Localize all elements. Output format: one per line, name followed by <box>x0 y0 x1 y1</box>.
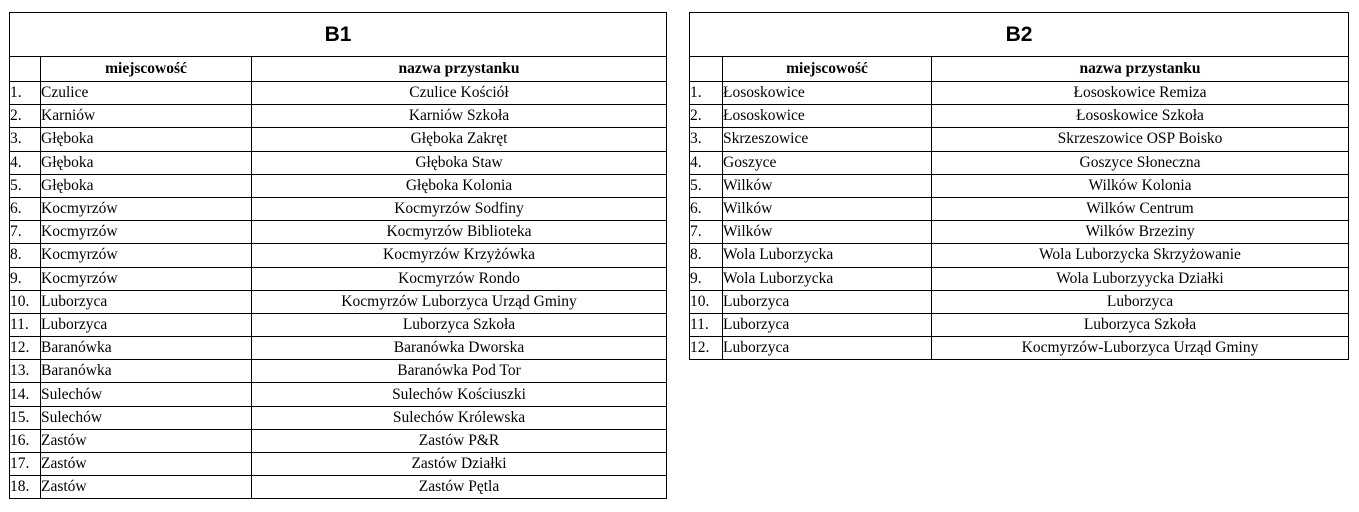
stop-name-cell: Czulice Kościół <box>252 82 667 105</box>
town-cell: Sulechów <box>41 406 252 429</box>
stop-name-cell: Kocmyrzów Luborzyca Urząd Gminy <box>252 290 667 313</box>
table-row <box>10 221 667 244</box>
row-number-cell: 5. <box>690 174 723 197</box>
town-cell: Luborzyca <box>41 313 252 336</box>
table-row <box>10 244 667 267</box>
town-cell: Zastów <box>41 476 252 499</box>
town-cell: Kocmyrzów <box>41 244 252 267</box>
stop-name-cell: Baranówka Dworska <box>252 337 667 360</box>
stop-name-cell: Łososkowice Remiza <box>932 82 1349 105</box>
row-number-cell: 3. <box>690 128 723 151</box>
bus-line-b2-table <box>689 12 1349 360</box>
stop-name-cell: Głęboka Kolonia <box>252 174 667 197</box>
number-column-header <box>690 57 723 82</box>
stop-name-cell: Kocmyrzów-Luborzyca Urząd Gminy <box>932 337 1349 360</box>
table-row <box>10 360 667 383</box>
stop-column-header: nazwa przystanku <box>252 57 667 82</box>
stop-name-cell: Luborzyca <box>932 290 1349 313</box>
stop-name-cell: Luborzyca Szkoła <box>252 313 667 336</box>
town-cell: Kocmyrzów <box>41 267 252 290</box>
town-cell: Wilków <box>723 174 932 197</box>
table-body <box>690 82 1349 360</box>
town-cell: Wilków <box>723 197 932 220</box>
table-row <box>10 453 667 476</box>
row-number-cell: 2. <box>690 105 723 128</box>
town-cell: Wilków <box>723 221 932 244</box>
town-cell: Baranówka <box>41 360 252 383</box>
town-cell: Wola Luborzycka <box>723 244 932 267</box>
table-row <box>690 151 1349 174</box>
row-number-cell: 15. <box>10 406 41 429</box>
stop-name-cell: Łososkowice Szkoła <box>932 105 1349 128</box>
town-cell: Zastów <box>41 429 252 452</box>
stop-name-cell: Kocmyrzów Sodfiny <box>252 197 667 220</box>
row-number-cell: 9. <box>10 267 41 290</box>
table-row <box>690 105 1349 128</box>
town-cell: Kocmyrzów <box>41 221 252 244</box>
row-number-cell: 16. <box>10 429 41 452</box>
row-number-cell: 6. <box>10 197 41 220</box>
town-cell: Skrzeszowice <box>723 128 932 151</box>
row-number-cell: 8. <box>690 244 723 267</box>
stop-name-cell: Głęboka Zakręt <box>252 128 667 151</box>
row-number-cell: 4. <box>690 151 723 174</box>
stop-column-header: nazwa przystanku <box>932 57 1349 82</box>
town-cell: Luborzyca <box>723 290 932 313</box>
table-row <box>690 128 1349 151</box>
stop-name-cell: Wilków Brzeziny <box>932 221 1349 244</box>
table-row <box>690 290 1349 313</box>
table-row <box>10 476 667 499</box>
table-row <box>10 267 667 290</box>
stop-name-cell: Wola Luborzycka Skrzyżowanie <box>932 244 1349 267</box>
row-number-cell: 10. <box>690 290 723 313</box>
table-row <box>10 105 667 128</box>
table-title: B1 <box>10 13 667 57</box>
stop-name-cell: Zastów P&R <box>252 429 667 452</box>
town-cell: Łososkowice <box>723 105 932 128</box>
row-number-cell: 11. <box>690 313 723 336</box>
table-row <box>690 197 1349 220</box>
row-number-cell: 5. <box>10 174 41 197</box>
table-row <box>10 174 667 197</box>
stop-name-cell: Wilków Centrum <box>932 197 1349 220</box>
stop-name-cell: Sulechów Kościuszki <box>252 383 667 406</box>
row-number-cell: 11. <box>10 313 41 336</box>
table-row <box>690 267 1349 290</box>
stop-name-cell: Sulechów Królewska <box>252 406 667 429</box>
table-row <box>10 197 667 220</box>
town-cell: Luborzyca <box>41 290 252 313</box>
stop-name-cell: Luborzyca Szkoła <box>932 313 1349 336</box>
stop-name-cell: Kocmyrzów Biblioteka <box>252 221 667 244</box>
table-row <box>10 337 667 360</box>
bus-line-b1-table <box>9 12 667 499</box>
row-number-cell: 18. <box>10 476 41 499</box>
table-row <box>690 221 1349 244</box>
town-cell: Głęboka <box>41 128 252 151</box>
table-row <box>10 313 667 336</box>
table-row <box>10 383 667 406</box>
row-number-cell: 3. <box>10 128 41 151</box>
row-number-cell: 7. <box>10 221 41 244</box>
table-body <box>10 82 667 499</box>
row-number-cell: 8. <box>10 244 41 267</box>
row-number-cell: 4. <box>10 151 41 174</box>
town-cell: Goszyce <box>723 151 932 174</box>
town-cell: Głęboka <box>41 174 252 197</box>
table-row <box>10 406 667 429</box>
table-title: B2 <box>690 13 1349 57</box>
town-column-header: miejscowość <box>41 57 252 82</box>
table-row <box>10 290 667 313</box>
row-number-cell: 12. <box>690 337 723 360</box>
table-row <box>690 174 1349 197</box>
town-column-header: miejscowość <box>723 57 932 82</box>
row-number-cell: 1. <box>10 82 41 105</box>
stop-name-cell: Głęboka Staw <box>252 151 667 174</box>
row-number-cell: 1. <box>690 82 723 105</box>
table-row <box>10 151 667 174</box>
row-number-cell: 10. <box>10 290 41 313</box>
stop-name-cell: Zastów Pętla <box>252 476 667 499</box>
town-cell: Wola Luborzycka <box>723 267 932 290</box>
town-cell: Łososkowice <box>723 82 932 105</box>
town-cell: Czulice <box>41 82 252 105</box>
stop-name-cell: Skrzeszowice OSP Boisko <box>932 128 1349 151</box>
stop-name-cell: Wilków Kolonia <box>932 174 1349 197</box>
table-row <box>690 313 1349 336</box>
table-row <box>690 244 1349 267</box>
table-row <box>690 337 1349 360</box>
table-row <box>10 128 667 151</box>
stop-name-cell: Wola Luborzyycka Działki <box>932 267 1349 290</box>
town-cell: Kocmyrzów <box>41 197 252 220</box>
town-cell: Karniów <box>41 105 252 128</box>
town-cell: Baranówka <box>41 337 252 360</box>
row-number-cell: 9. <box>690 267 723 290</box>
row-number-cell: 12. <box>10 337 41 360</box>
stop-name-cell: Kocmyrzów Rondo <box>252 267 667 290</box>
town-cell: Luborzyca <box>723 313 932 336</box>
table-row <box>690 82 1349 105</box>
row-number-cell: 17. <box>10 453 41 476</box>
stop-name-cell: Karniów Szkoła <box>252 105 667 128</box>
header-row <box>690 57 1349 82</box>
town-cell: Luborzyca <box>723 337 932 360</box>
row-number-cell: 7. <box>690 221 723 244</box>
row-number-cell: 2. <box>10 105 41 128</box>
town-cell: Sulechów <box>41 383 252 406</box>
stop-name-cell: Goszyce Słoneczna <box>932 151 1349 174</box>
town-cell: Głęboka <box>41 151 252 174</box>
table-row <box>10 82 667 105</box>
row-number-cell: 14. <box>10 383 41 406</box>
stop-name-cell: Baranówka Pod Tor <box>252 360 667 383</box>
header-row <box>10 57 667 82</box>
table-row <box>10 429 667 452</box>
town-cell: Zastów <box>41 453 252 476</box>
stop-name-cell: Zastów Działki <box>252 453 667 476</box>
number-column-header <box>10 57 41 82</box>
stop-name-cell: Kocmyrzów Krzyżówka <box>252 244 667 267</box>
row-number-cell: 13. <box>10 360 41 383</box>
row-number-cell: 6. <box>690 197 723 220</box>
